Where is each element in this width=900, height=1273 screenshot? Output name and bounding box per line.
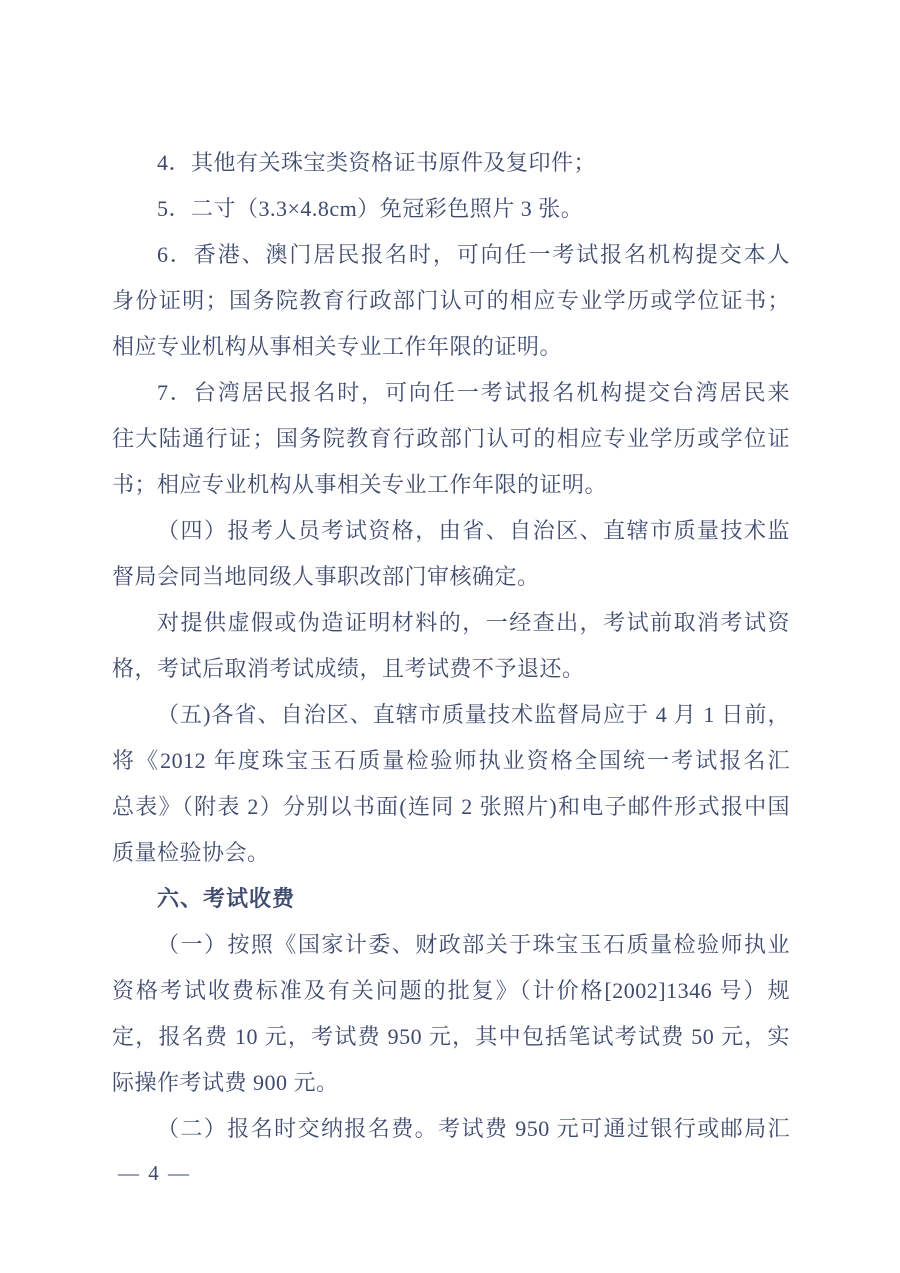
text-line: 往大陆通行证；国务院教育行政部门认可的相应专业学历或学位证 (112, 426, 790, 451)
page-number: — 4 — (118, 1161, 191, 1185)
text-line-fees-clause-2: （二）报名时交纳报名费。考试费 950 元可通过银行或邮局汇 (157, 1116, 790, 1141)
text-line-fees-clause-1: （一）按照《国家计委、财政部关于珠宝玉石质量检验师执业 (157, 932, 790, 957)
text-line-clause-4: （四）报考人员考试资格，由省、自治区、直辖市质量技术监 (157, 518, 790, 543)
text-line-clause-5: （五)各省、自治区、直辖市质量技术监督局应于 4 月 1 日前， (157, 702, 790, 727)
text-line: 身份证明；国务院教育行政部门认可的相应专业学历或学位证书； (112, 288, 790, 313)
text-line: 总表》（附表 2）分别以书面(连同 2 张照片)和电子邮件形式报中国 (112, 794, 790, 819)
text-line-item-5: 5．二寸（3.3×4.8cm）免冠彩色照片 3 张。 (157, 196, 584, 221)
text-line-fraud-notice: 对提供虚假或伪造证明材料的，一经查出，考试前取消考试资 (157, 610, 790, 635)
text-block (112, 140, 790, 1152)
text-line: 相应专业机构从事相关专业工作年限的证明。 (112, 334, 563, 359)
text-line-item-7: 7．台湾居民报名时，可向任一考试报名机构提交台湾居民来 (157, 380, 790, 405)
text-line: 书；相应专业机构从事相关专业工作年限的证明。 (112, 472, 608, 497)
text-line-item-4: 4．其他有关珠宝类资格证书原件及复印件； (157, 150, 597, 175)
text-line-item-6: 6．香港、澳门居民报名时，可向任一考试报名机构提交本人 (157, 242, 790, 267)
text-line: 格，考试后取消考试成绩，且考试费不予退还。 (112, 656, 585, 681)
text-line: 督局会同当地同级人事职改部门审核确定。 (112, 564, 540, 589)
text-line: 际操作考试费 900 元。 (112, 1070, 339, 1095)
text-line: 将《2012 年度珠宝玉石质量检验师执业资格全国统一考试报名汇 (112, 748, 790, 773)
section-heading-fees: 六、考试收费 (157, 886, 296, 911)
text-line: 定，报名费 10 元，考试费 950 元，其中包括笔试考试费 50 元，实 (112, 1024, 790, 1049)
text-line: 资格考试收费标准及有关问题的批复》（计价格[2002]1346 号）规 (112, 978, 790, 1003)
text-line: 质量检验协会。 (112, 840, 270, 865)
